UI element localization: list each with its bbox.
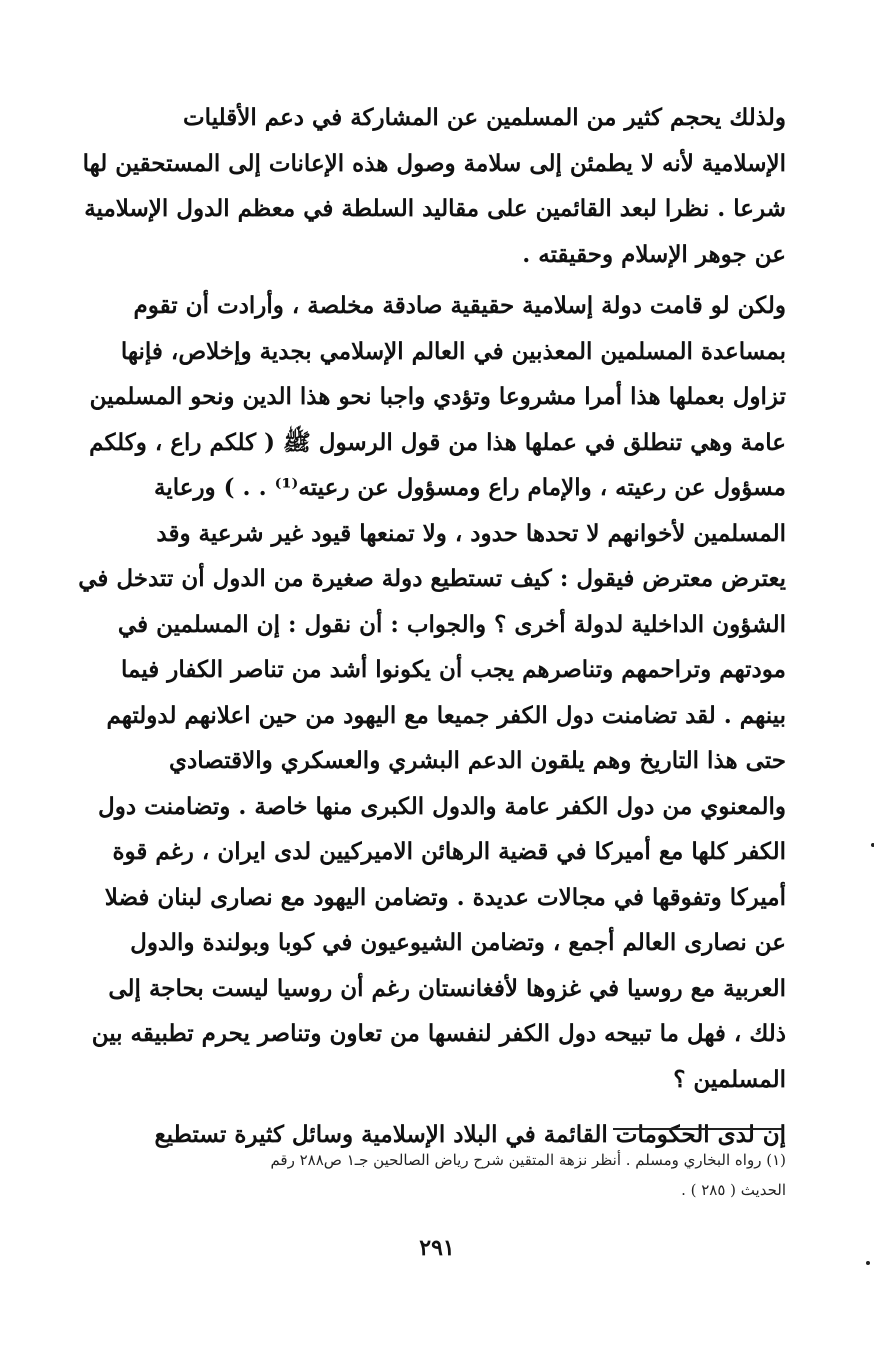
text-line: ولكن لو قامت دولة إسلامية حقيقية صادقة مخلصة ، وأرادت أن تقوم (133, 292, 786, 319)
scan-speck (866, 1261, 870, 1265)
paragraph-spacer (78, 1102, 786, 1112)
text-line: ولذلك يحجم كثير من المسلمين عن المشاركة في دعم الأقليات (183, 104, 786, 131)
text-line: ذلك ، فهل ما تبيحه دول الكفر لنفسها من تعاون وتناصر يحرم تطبيقه بين (91, 1020, 786, 1047)
paragraph-2 (78, 283, 786, 1102)
text-line: تزاول بعملها هذا أمرا مشروعا وتؤدي واجبا نحو هذا الدين ونحو المسلمين (89, 383, 786, 410)
text-line: يعترض معترض فيقول : كيف تستطيع دولة صغيرة من الدول أن تتدخل في (78, 565, 787, 592)
text-line: إن لدى الحكومات القائمة في البلاد الإسلامية وسائل كثيرة تستطيع (154, 1121, 786, 1148)
body-text (78, 95, 786, 1158)
text-line: العربية مع روسيا في غزوها لأفغانستان رغم أن روسيا ليست بحاجة إلى (108, 974, 786, 1002)
text-line: المسلمين ؟ (673, 1065, 786, 1093)
text-line: عامة وهي تنطلق في عملها هذا من قول الرسول ﷺ ( كلكم راع ، وكلكم (89, 428, 786, 456)
text-line: عن نصارى العالم أجمع ، وتضامن الشيوعيون في كوبا وبولندة والدول (130, 929, 786, 956)
page-number: ٢٩١ (419, 1235, 455, 1261)
text-line: أميركا وتفوقها في مجالات عديدة . وتضامن اليهود مع نصارى لبنان فضلا (104, 883, 786, 911)
paragraph-1 (78, 95, 786, 277)
text-line: شرعا . نظرا لبعد القائمين على مقاليد السلطة في معظم الدول الإسلامية (84, 195, 786, 222)
text-line: عن جوهر الإسلام وحقيقته . (522, 240, 786, 268)
footnote-divider (613, 1128, 783, 1130)
text-line: بمساعدة المسلمين المعذبين في العالم الإسلامي بجدية وإخلاص، فإنها (120, 337, 786, 365)
text-line: الشؤون الداخلية لدولة أخرى ؟ والجواب : أن نقول : إن المسلمين في (117, 610, 786, 638)
text-line: الكفر كلها مع أميركا في قضية الرهائن الاميركيين لدى ايران ، رغم قوة (112, 838, 786, 865)
text-line: حتى هذا التاريخ وهم يلقون الدعم البشري والعسكري والاقتصادي (169, 747, 786, 774)
text-line: بينهم . لقد تضامنت دول الكفر جميعا مع اليهود من حين اعلانهم لدولتهم (106, 701, 786, 729)
footnote-line: (١) رواه البخاري ومسلم . أنظر نزهة المتقين شرح رياض الصالحين جـ١ ص٢٨٨ رقم (270, 1151, 786, 1169)
text-line: مودتهم وتراحمهم وتناصرهم يجب أن يكونوا أشد من تناصر الكفار فيما (121, 656, 786, 683)
text-line: الإسلامية لأنه لا يطمئن إلى سلامة وصول هذه الإعانات إلى المستحقين لها (82, 149, 786, 177)
footnote-line: الحديث ( ٢٨٥ ) . (681, 1181, 786, 1199)
text-line: المسلمين لأخوانهم لا تحدها حدود ، ولا تمنعها قيود غير شرعية وقد (156, 519, 786, 547)
text-line: مسؤول عن رعيته ، والإمام راع ومسؤول عن رعيته⁽¹⁾ . . ) ورعاية (153, 474, 786, 501)
text-line: والمعنوي من دول الكفر عامة والدول الكبرى منها خاصة . وتضامنت دول (98, 792, 786, 820)
footnote (78, 1145, 786, 1205)
